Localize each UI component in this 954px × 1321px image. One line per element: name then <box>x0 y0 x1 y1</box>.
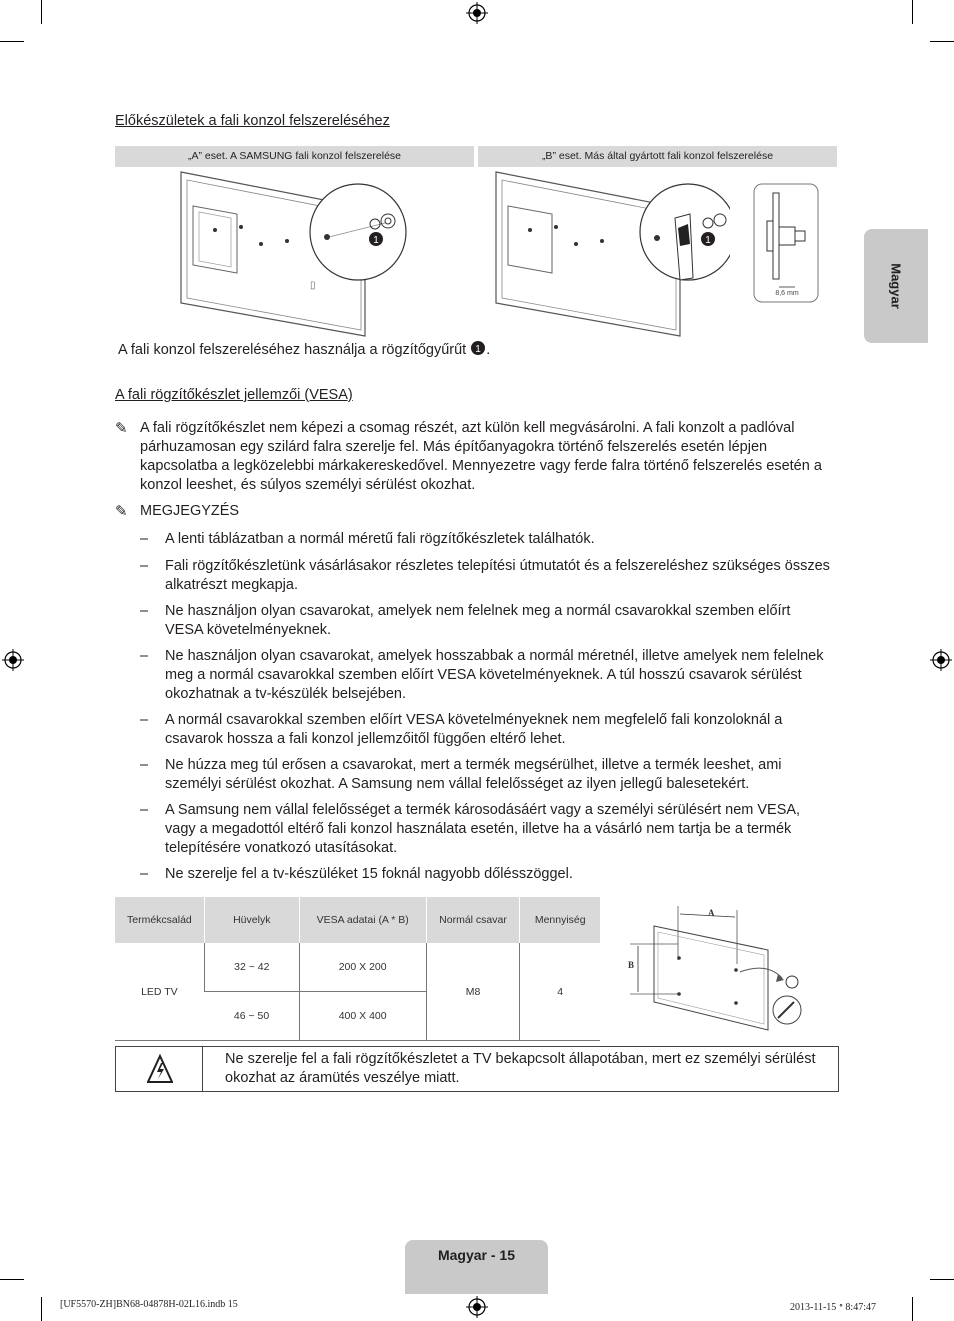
section-title-vesa: A fali rögzítőkészlet jellemzői (VESA) <box>115 387 353 403</box>
svg-text:1: 1 <box>705 235 711 246</box>
table-cell-inch: 46 ~ 50 <box>204 992 299 1041</box>
case-a-caption: „A” eset. A SAMSUNG fali konzol felszerelése <box>115 146 474 167</box>
case-b-caption: „B” eset. Más által gyártott fali konzol felszerelése <box>478 146 837 167</box>
crop-mark <box>0 41 24 42</box>
vesa-dimension-diagram <box>622 900 812 1035</box>
table-cell-vesa: 200 X 200 <box>299 943 426 992</box>
crop-mark <box>930 41 954 42</box>
table-header: Normál csavar <box>426 897 520 943</box>
case-a-illustration <box>175 168 415 340</box>
screw-detail-illustration <box>753 183 819 303</box>
table-row <box>115 943 600 992</box>
table-header: VESA adatai (A * B) <box>299 897 426 943</box>
crop-mark <box>0 1279 24 1280</box>
crop-mark <box>930 1279 954 1280</box>
instruction-text: A fali konzol felszereléséhez használja a rögzítőgyűrűt 1 . <box>118 342 491 358</box>
svg-text:B: B <box>628 960 635 970</box>
svg-text:▯: ▯ <box>310 280 316 291</box>
print-info-left: [UF5570-ZH]BN68-04878H-02L16.indb 15 <box>60 1299 238 1310</box>
warning-text: Ne szerelje fel a fali rögzítőkészletet a TV bekapcsolt állapotában, mert ez személyi sérülést okozhat az áramütés veszélye miatt. <box>225 1051 816 1086</box>
registration-mark-icon <box>466 1296 488 1318</box>
registration-mark-icon <box>930 649 952 671</box>
case-b-illustration <box>490 168 730 340</box>
table-header: Termékcsalád <box>115 897 204 943</box>
section-title-preparation: Előkészületek a fali konzol felszereléséhez <box>115 113 390 129</box>
table-header: Mennyiség <box>520 897 600 943</box>
crop-mark <box>41 1297 42 1321</box>
side-tab-label: Magyar <box>888 263 904 309</box>
page-footer-tab <box>405 1240 548 1294</box>
crop-mark <box>912 0 913 24</box>
table-cell-qty: 4 <box>520 943 600 1041</box>
svg-text:A: A <box>708 908 715 918</box>
language-side-tab <box>864 229 928 343</box>
table-header: Hüvelyk <box>204 897 299 943</box>
warning-box <box>115 1046 839 1092</box>
registration-mark-icon <box>466 2 488 24</box>
warning-icon-cell <box>116 1047 203 1091</box>
table-cell-family: LED TV <box>115 943 204 1041</box>
callout-number-badge <box>470 340 486 356</box>
pencil-icon: ✎ <box>115 420 128 437</box>
svg-text:8,6 mm: 8,6 mm <box>775 290 799 297</box>
table-cell-vesa: 400 X 400 <box>299 992 426 1041</box>
registration-mark-icon <box>2 649 24 671</box>
callout-number-badge <box>368 231 384 247</box>
table-cell-screw: M8 <box>426 943 520 1041</box>
print-info-right: 2013-11-15 ꢀ 8:47:47 <box>790 1302 876 1313</box>
table-cell-inch: 32 ~ 42 <box>204 943 299 992</box>
high-voltage-warning-icon <box>147 1054 173 1084</box>
svg-text:1: 1 <box>475 344 482 355</box>
callout-number-badge <box>700 231 716 247</box>
crop-mark <box>41 0 42 24</box>
crop-mark <box>912 1297 913 1321</box>
svg-text:1: 1 <box>373 235 379 246</box>
page-number: Magyar - 15 <box>437 1247 516 1263</box>
pencil-icon: ✎ <box>115 503 128 520</box>
vesa-spec-table <box>115 897 600 1041</box>
